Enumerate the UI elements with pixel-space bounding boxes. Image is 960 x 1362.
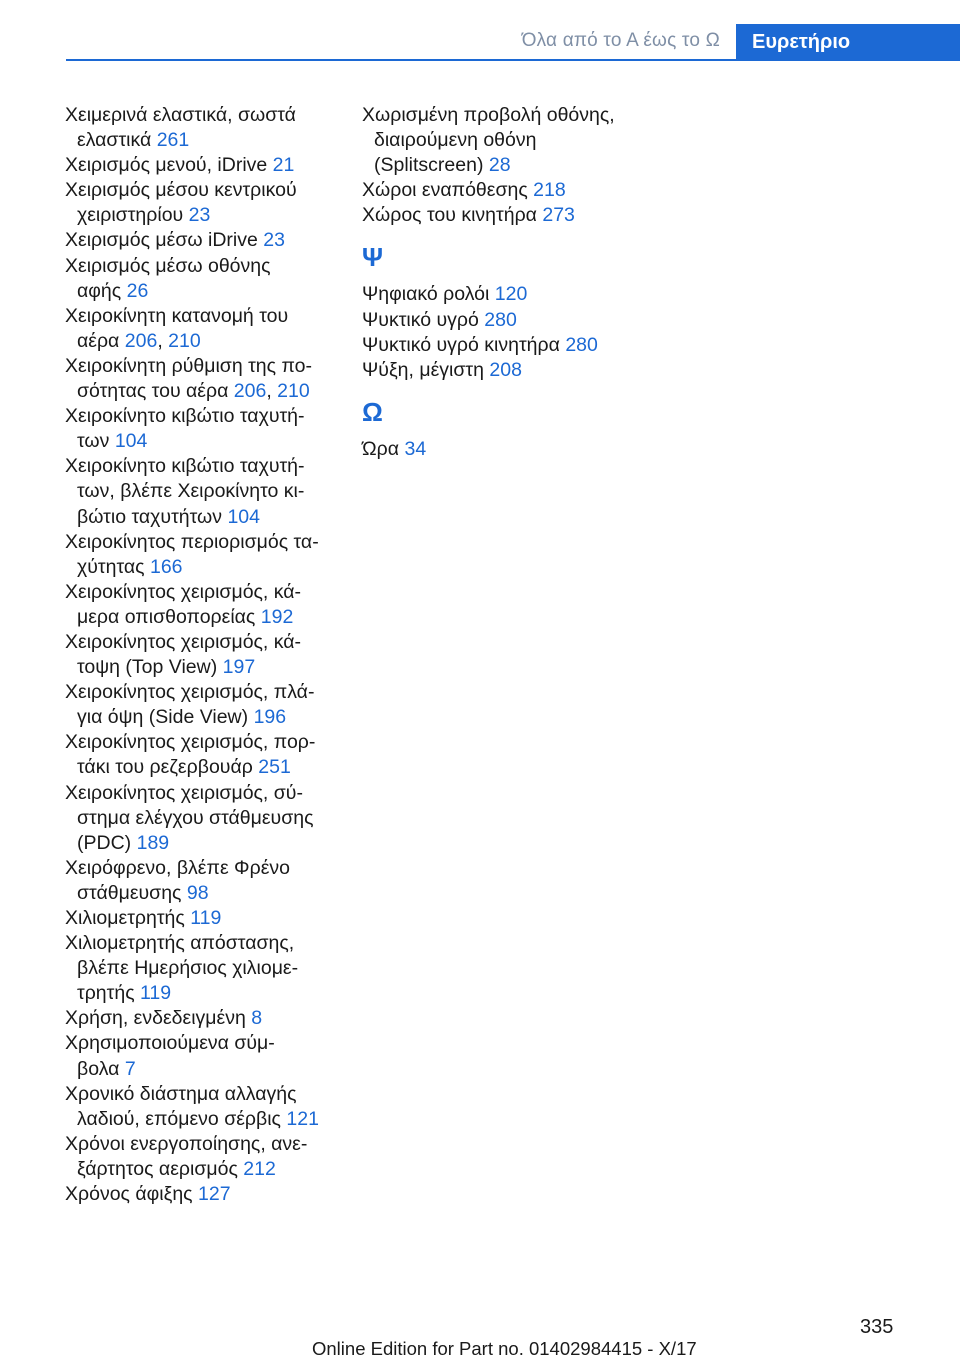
letter-heading-omega: Ω	[362, 396, 383, 427]
index-entry	[362, 178, 632, 203]
index-entry	[65, 1031, 337, 1081]
entry-term: στάθμευσης	[77, 881, 182, 904]
index-entry	[65, 906, 337, 931]
entry-term: σότητας του αέρα	[77, 380, 229, 403]
page-link[interactable]: 280	[565, 333, 598, 356]
entry-term: Χειρισμός μενού, iDrive	[65, 154, 268, 177]
page-link[interactable]: 120	[494, 283, 528, 306]
entry-term: Χειροκίνητος χειρισμός, κά-	[65, 630, 302, 653]
entry-term: Χρήση, ενδεδειγμένη	[65, 1007, 246, 1030]
index-entry	[65, 1082, 337, 1132]
page-link[interactable]: 251	[258, 756, 291, 779]
page-link[interactable]: 192	[260, 605, 294, 628]
entry-term: λαδιού, επόμενο σέρβις	[77, 1107, 281, 1130]
page-link[interactable]: 189	[136, 831, 170, 854]
page-link[interactable]: 23	[263, 229, 285, 252]
index-entry	[65, 630, 337, 680]
entry-term: για όψη (Side View)	[77, 706, 249, 729]
entry-term: Χειρισμός μέσω οθόνης	[65, 254, 271, 277]
index-column-left	[65, 103, 337, 1207]
index-entry	[65, 931, 337, 1006]
entry-term: ξάρτητος αερισμός	[77, 1157, 238, 1180]
entry-term: Χρόνος άφιξης	[65, 1183, 193, 1206]
entry-term: Χειροκίνητος περιορισμός τα-	[65, 530, 319, 553]
entry-term: τάκι του ρεζερβουάρ	[77, 756, 253, 779]
index-column-right	[362, 103, 632, 462]
page-link[interactable]: 34	[404, 437, 427, 460]
index-entry	[65, 254, 337, 304]
entry-term: χύτητας	[77, 555, 145, 578]
entry-term: Χειμερινά ελαστικά, σωστά	[65, 104, 296, 126]
entry-term: (Splitscreen)	[374, 154, 484, 177]
page-link[interactable]: 261	[156, 129, 190, 152]
entry-term: τοψη (Top View)	[77, 656, 218, 679]
entry-term: των, βλέπε Χειροκίνητο κι-	[77, 480, 305, 503]
entry-term: Χώρος του κινητήρα	[362, 204, 537, 227]
index-entry	[362, 203, 632, 228]
entry-term: χειριστηρίου	[77, 204, 184, 227]
entry-term: αέρα	[77, 329, 120, 352]
page-link[interactable]: 7	[124, 1057, 136, 1080]
index-entry	[65, 153, 337, 178]
entry-term: τρητής	[77, 982, 135, 1005]
index-entry	[65, 1132, 337, 1182]
entry-term: Χειροκίνητος χειρισμός, πορ-	[65, 731, 316, 754]
entry-term: Χειροκίνητος χειρισμός, πλά-	[65, 681, 315, 704]
page-link[interactable]: 28	[488, 154, 511, 177]
omega-entry-list	[362, 437, 632, 462]
entry-term: Ώρα	[362, 437, 400, 460]
entry-term: βολα	[77, 1057, 120, 1080]
page-link[interactable]: 197	[222, 656, 256, 679]
page-number: 335	[860, 1316, 894, 1338]
footer-edition: Online Edition for Part no. 01402984415 - X/17	[312, 1338, 697, 1359]
index-entry	[65, 580, 337, 630]
index-entry: Χειροκίνητη κατανομή του αέρα 206, 210	[65, 304, 289, 352]
entry-term: Χειρισμός μέσω iDrive	[65, 229, 258, 252]
entry-term: Ψύξη, μέγιστη	[362, 358, 484, 381]
entry-term: Χρόνοι ενεργοποίησης, ανε-	[65, 1132, 308, 1155]
entry-term: Χειροκίνητη κατανομή του	[65, 304, 289, 327]
index-entry	[65, 680, 337, 730]
entry-term: Χρησιμοποιούμενα σύμ-	[65, 1032, 275, 1055]
entry-term: βώτιο ταχυτήτων	[77, 505, 223, 528]
index-entry	[65, 178, 337, 228]
page-link[interactable]: 210	[168, 329, 201, 352]
index-entry: Χειροκίνητη ρύθμιση της πο- σότητας του αέρα 206, 210	[65, 354, 312, 403]
page-link[interactable]: 218	[533, 179, 566, 202]
page-link[interactable]: 104	[227, 505, 260, 528]
page-header	[0, 0, 960, 62]
page-link[interactable]: 104	[114, 430, 148, 453]
index-entry	[362, 103, 632, 178]
header-rule	[66, 59, 736, 61]
entry-term: διαιρούμενη οθόνη	[374, 129, 537, 152]
index-entry	[362, 333, 632, 358]
page-link[interactable]: 208	[489, 358, 522, 381]
index-entry	[65, 404, 337, 454]
page-link[interactable]: 206	[233, 380, 267, 403]
index-entry	[65, 1006, 337, 1031]
chi-entry-list	[362, 103, 632, 228]
index-entry	[362, 282, 632, 307]
page-link[interactable]: 212	[243, 1157, 276, 1180]
entry-term: Χειροκίνητος χειρισμός, σύ-	[65, 781, 303, 804]
psi-entry-list	[362, 282, 632, 382]
page-link[interactable]: 280	[484, 308, 517, 331]
page-link[interactable]: 166	[149, 555, 183, 578]
page-link[interactable]: 121	[286, 1107, 319, 1130]
entry-term: Χειροκίνητος χειρισμός, κά-	[65, 580, 302, 603]
index-entry	[362, 308, 632, 333]
entry-term: Χειροκίνητο κιβώτιο ταχυτή-	[65, 405, 305, 428]
index-entry	[65, 781, 337, 856]
index-entry	[65, 730, 337, 780]
entry-term: Χρονικό διάστημα αλλαγής	[65, 1082, 297, 1105]
page-link[interactable]: 8	[251, 1007, 263, 1030]
page-link[interactable]: 23	[188, 204, 211, 227]
letter-heading-psi: Ψ	[362, 242, 384, 273]
entry-term: Χειρισμός μέσου κεντρικού	[65, 179, 297, 202]
page-link[interactable]: 206	[124, 329, 158, 352]
index-entry	[65, 454, 337, 529]
page-link[interactable]: 127	[198, 1183, 231, 1206]
index-entry	[65, 856, 337, 906]
page-link[interactable]: 21	[272, 154, 295, 177]
entry-term: βλέπε Ημερήσιος χιλιομε-	[77, 957, 299, 980]
page-link[interactable]: 98	[186, 881, 209, 904]
entry-term: Ψηφιακό ρολόι	[362, 283, 490, 306]
entry-term: στημα ελέγχου στάθμευσης	[77, 806, 314, 829]
entry-term: αφής	[77, 279, 122, 302]
entry-term: (PDC)	[77, 831, 132, 854]
entry-term: Ψυκτικό υγρό	[362, 308, 479, 331]
entry-term: Χιλιομετρητής	[65, 907, 185, 929]
page-link[interactable]: 119	[190, 907, 222, 929]
entry-term: μερα οπισθοπορείας	[77, 605, 256, 628]
index-entry	[65, 103, 337, 153]
page-link[interactable]: 26	[126, 279, 149, 302]
index-entry	[65, 530, 337, 580]
index-entry	[362, 358, 632, 383]
index-entry	[65, 1182, 337, 1207]
page-link[interactable]: 210	[277, 380, 310, 403]
page-link[interactable]: 119	[140, 982, 172, 1005]
entry-term: Χωρισμένη προβολή οθόνης,	[362, 104, 615, 126]
page-link[interactable]: 196	[253, 706, 287, 729]
section-title: Όλα από το Α έως το Ω	[521, 30, 720, 51]
index-tab[interactable]: Ευρετήριο	[736, 24, 960, 61]
entry-term: Χώροι εναπόθεσης	[362, 179, 528, 202]
page-link[interactable]: 273	[542, 204, 575, 227]
index-entry	[362, 437, 632, 462]
entry-term: Ψυκτικό υγρό κινητήρα	[362, 333, 560, 356]
entry-term: Χειροκίνητο κιβώτιο ταχυτή-	[65, 455, 305, 478]
entry-term: Χιλιομετρητής απόστασης,	[65, 932, 295, 955]
entry-term: Χειροκίνητη ρύθμιση της πο-	[65, 354, 312, 377]
entry-term: ελαστικά	[77, 129, 152, 152]
index-entry	[65, 228, 337, 253]
entry-term: των	[77, 430, 110, 453]
entry-term: Χειρόφρενο, βλέπε Φρένο	[65, 856, 290, 879]
